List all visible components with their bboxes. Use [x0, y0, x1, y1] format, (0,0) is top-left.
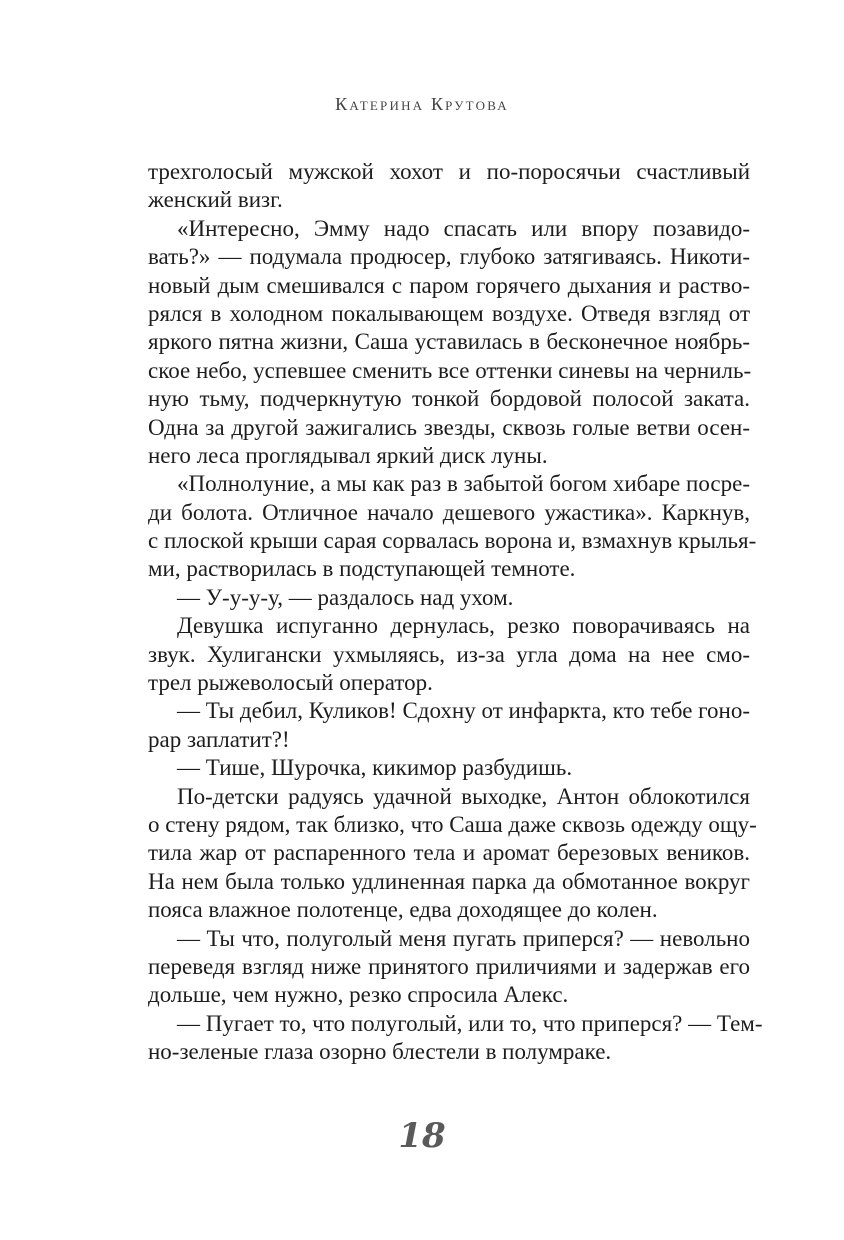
- text-line: Одна за другой зажигались звезды, сквозь голые ветви осен-: [148, 414, 750, 440]
- text-line: Девушка испуганно дернулась, резко поворачиваясь на: [177, 613, 750, 639]
- text-line: новый дым смешивался с паром горячего дыхания и раство-: [148, 272, 750, 298]
- text-line: — Ты дебил, Куликов! Сдохну от инфаркта, кто тебе гоно-: [177, 698, 750, 724]
- text-line: — Тише, Шурочка, кикимор разбудишь.: [177, 755, 573, 781]
- text-line: дольше, чем нужно, резко спросила Алекс.: [148, 982, 569, 1008]
- text-line: По-детски радуясь удачной выходке, Антон облокотился: [177, 783, 750, 809]
- text-line: рар заплатит?!: [148, 726, 290, 752]
- text-line: ми, растворилась в подступающей темноте.: [148, 556, 576, 582]
- text-line: тила жар от распаренного тела и аромат березовых веников.: [148, 840, 750, 866]
- body-text: [148, 158, 763, 1067]
- text-line: женский визг.: [148, 187, 283, 213]
- running-header-title: Катерина Крутова: [335, 94, 509, 114]
- text-line: — У-у-у-у, — раздалось над ухом.: [177, 584, 514, 610]
- text-line: звук. Хулигански ухмыляясь, из-за угла дома на нее смо-: [148, 641, 750, 667]
- text-line: вать?» — подумала продюсер, глубоко затягиваясь. Никоти-: [148, 244, 750, 270]
- text-line: пояса влажное полотенце, едва доходящее до колен.: [148, 897, 658, 923]
- text-line: — Ты что, полуголый меня пугать приперся? — невольно: [177, 925, 750, 951]
- text-line: рялся в холодном покалывающем воздухе. Отведя взгляд от: [148, 300, 750, 326]
- running-header: [0, 94, 844, 115]
- text-line: него леса проглядывал яркий диск луны.: [148, 442, 548, 468]
- text-line: яркого пятна жизни, Саша уставилась в бесконечное ноябрь-: [148, 329, 750, 355]
- text-line: трел рыжеволосый оператор.: [148, 670, 433, 696]
- text-line: ское небо, успевшее сменить все оттенки синевы на черниль-: [148, 357, 752, 383]
- text-line: — Пугает то, что полуголый, или то, что приперся? — Тем-: [177, 1010, 763, 1036]
- text-line: ди болота. Отличное начало дешевого ужастика». Каркнув,: [148, 499, 750, 525]
- text-line: «Полнолуние, а мы как раз в забытой богом хибаре посре-: [177, 471, 750, 497]
- page-number: 18: [398, 1116, 446, 1156]
- text-line: На нем была только удлиненная парка да обмотанное вокруг: [148, 868, 750, 894]
- text-line: ную тьму, подчеркнутую тонкой бордовой полосой заката.: [148, 386, 750, 412]
- text-line: о стену рядом, так близко, что Саша даже сквозь одежду ощу-: [148, 811, 757, 837]
- text-line: трехголосый мужской хохот и по-поросячьи счастливый: [148, 159, 750, 184]
- text-line: «Интересно, Эмму надо спасать или впору позавидо-: [177, 215, 750, 241]
- text-line: переведя взгляд ниже принятого приличиями и задержав его: [148, 953, 750, 979]
- text-line: но-зеленые глаза озорно блестели в полумраке.: [148, 1039, 612, 1065]
- text-line: с плоской крыши сарая сорвалась ворона и, взмахнув крылья-: [148, 528, 757, 554]
